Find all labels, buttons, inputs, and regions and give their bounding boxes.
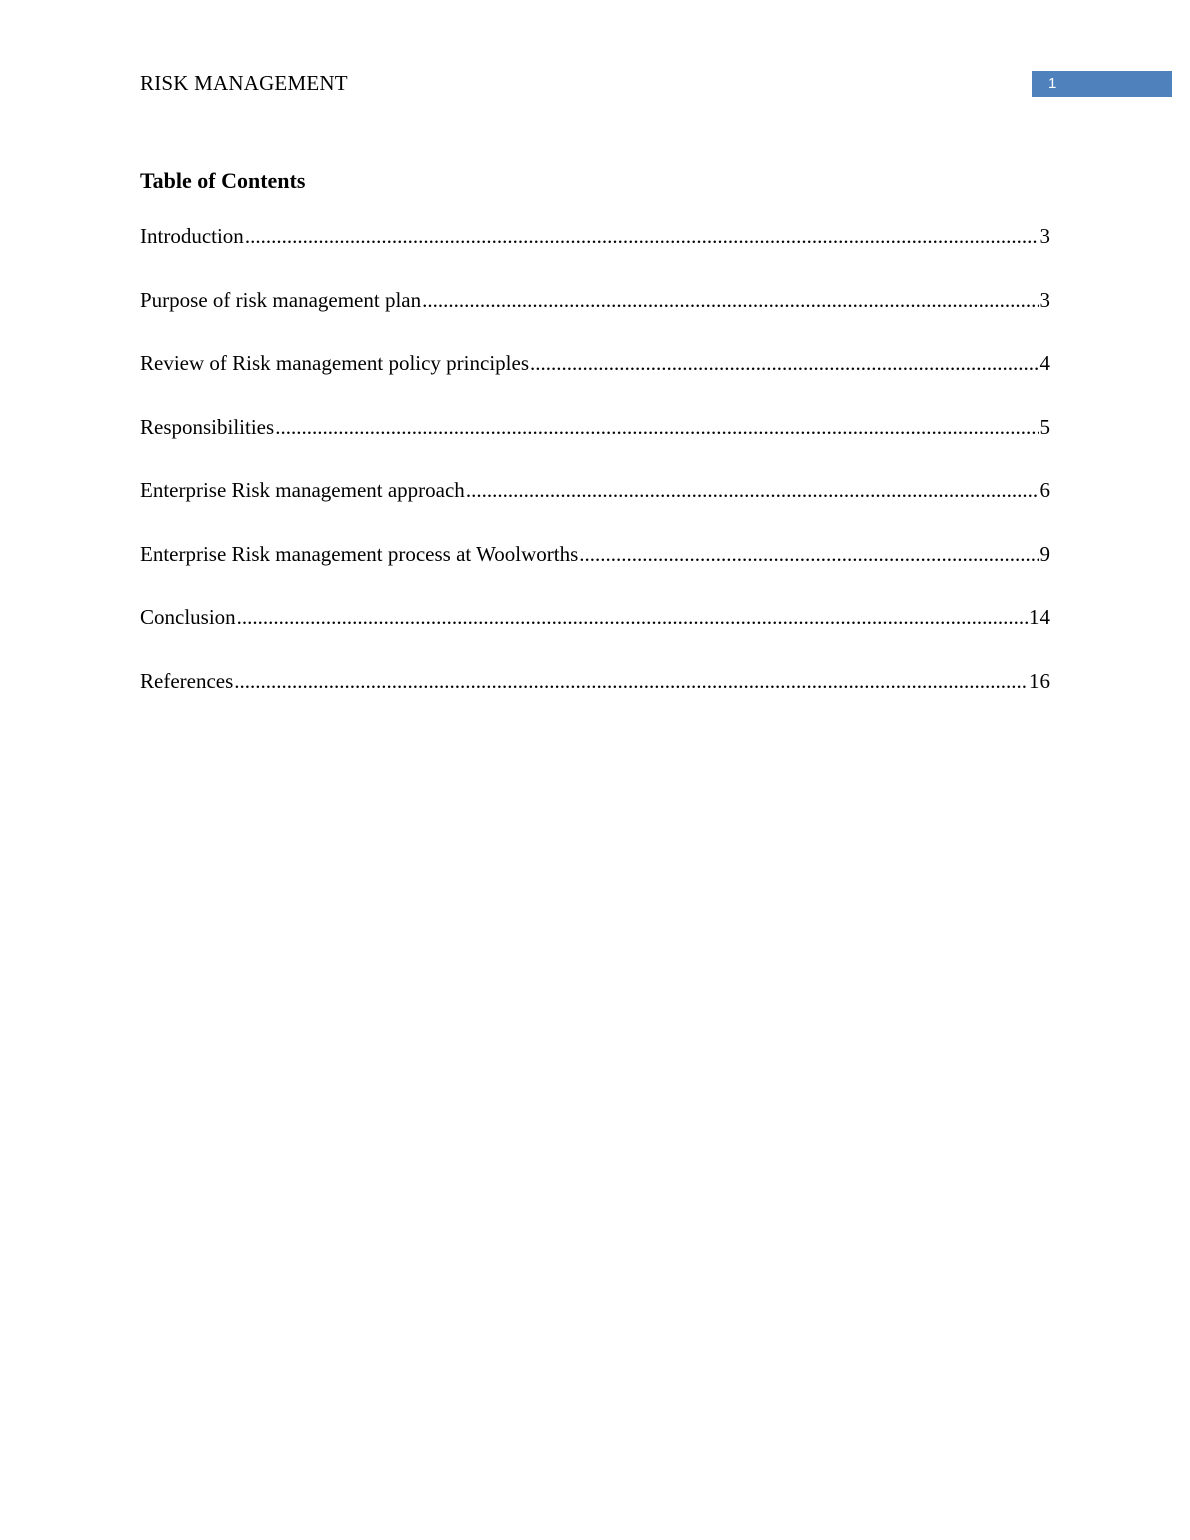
toc-entry-erm-process[interactable] xyxy=(140,540,1050,604)
toc-entry-purpose[interactable] xyxy=(140,286,1050,350)
toc-entry-label: Introduction xyxy=(140,224,244,248)
toc-entry-page: 9 xyxy=(1039,541,1050,566)
toc-dot-leader xyxy=(530,349,1039,377)
toc-entry-page: 3 xyxy=(1039,224,1050,248)
page-number: 1 xyxy=(1048,75,1057,92)
toc-heading: Table of Contents xyxy=(140,168,306,193)
page-number-badge xyxy=(1032,71,1172,97)
toc-dot-leader xyxy=(466,476,1039,504)
toc-dot-leader xyxy=(234,667,1028,695)
toc-entry-introduction[interactable] xyxy=(140,222,1050,286)
toc-dot-leader xyxy=(422,286,1038,314)
toc-entry-references[interactable] xyxy=(140,667,1050,731)
toc-entry-label: References xyxy=(140,668,234,693)
toc-entry-responsibilities[interactable] xyxy=(140,413,1050,477)
toc-entry-label: Purpose of risk management plan xyxy=(140,287,422,312)
toc-entry-conclusion[interactable] xyxy=(140,603,1050,667)
toc-dot-leader xyxy=(275,413,1038,441)
toc-entry-label: Enterprise Risk management approach xyxy=(140,478,465,502)
toc-entry-page: 6 xyxy=(1039,478,1050,502)
toc-entry-page: 5 xyxy=(1039,414,1050,439)
toc-entry-page: 3 xyxy=(1039,287,1050,312)
toc-entry-page: 14 xyxy=(1029,605,1050,629)
toc-entry-review-principles[interactable] xyxy=(140,349,1050,413)
toc-dot-leader xyxy=(579,540,1038,568)
toc-entry-label: Responsibilities xyxy=(140,414,275,439)
toc-entry-label: Conclusion xyxy=(140,605,236,629)
table-of-contents xyxy=(140,222,1050,730)
running-header-title: RISK MANAGEMENT xyxy=(140,71,348,95)
toc-entry-label: Review of Risk management policy principles xyxy=(140,351,529,375)
toc-dot-leader xyxy=(245,222,1039,250)
toc-dot-leader xyxy=(237,603,1028,631)
toc-entry-page: 4 xyxy=(1039,351,1050,375)
toc-entry-page: 16 xyxy=(1029,668,1050,693)
toc-entry-label: Enterprise Risk management process at Woolworths xyxy=(140,541,579,566)
toc-entry-erm-approach[interactable] xyxy=(140,476,1050,540)
